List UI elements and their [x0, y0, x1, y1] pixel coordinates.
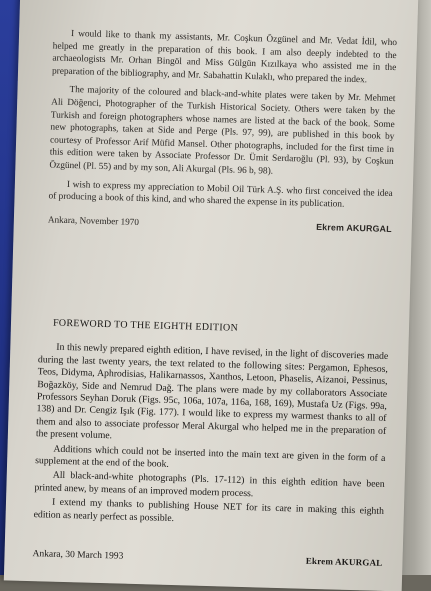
ack-place-date: Ankara, November 1970 — [47, 214, 140, 227]
ack-paragraph-3: I wish to express my appreciation to Mobil Oil Türk A.Ş. who first conceived the idea of producing a book of this kind, and who shared the expense in its publication. — [48, 179, 393, 210]
acknowledgments-section — [48, 27, 397, 235]
foreword-heading: FOREWORD TO THE EIGHTH EDITION — [52, 317, 239, 334]
foreword-paragraph-4: I extend my thanks to publishing House NET for its care in making this eighth edition as nearly perfect as possible. — [33, 496, 385, 524]
foreword-paragraph-2: Additions which could not be inserted into the main text are given in the form of a supplement at the end of the book. — [35, 443, 386, 470]
ack-signature-row — [48, 213, 392, 235]
ack-paragraph-1: I would like to thank my assistants, Mr. Coşkun Özgünel and Mr. Vedat İdil, who helped me greatly in the preparation of this book. I am also deeply indebted to the archaeologists Mr. Orhan Bingöl and Miss Gülgün Kızılkaya who assisted me in the preparation of the bibliography, and Mr. Sabahattin Kulaklı, who prepared the index. — [51, 28, 398, 86]
foreword-signature: Ekrem AKURGAL — [305, 555, 383, 568]
foreword-paragraph-1: In this newly prepared eighth edition, I have revised, in the light of discoveries made during the last twenty years, the text related to the following sites: Pergamon, Ephesos, Teos, Didyma, Aphrodisias, Halikarnassos, Xanthos, Letoon, Phaselis, Aizanoi, Pessinus, Boğazköy, Side and Nemrud Dağ. The plans were made by my collaborators Associate Professors Seyhan Doruk (Figs. 95c, 106a, 107a, 116a, 168, 169), Mustafa Uz (Figs. 99a, 138) and Dr. Cengiz Işık (Fig. 177). I would like to express my warmest thanks to all of them and also to associate professor Meral Akurgal who helped me in the preparation of the present volume. — [35, 342, 389, 442]
foreword-signature-row — [32, 547, 382, 570]
book-page — [4, 0, 418, 591]
ack-signature: Ekrem AKURGAL — [316, 221, 392, 234]
foreword-paragraph-3: All black-and-white photographs (Pls. 17-112) in this eighth edition have been printed anew, by means of an improved modern process. — [34, 470, 385, 500]
ack-paragraph-2: The majority of the coloured and black-and-white plates were taken by Mr. Mehmet Ali Döğenci, Photographer of the Turkish Historical Society. Others were taken by the Turkish and foreign photographers whose names are listed at the back of the book. Some new photographs, taken at Side and Perge (Pls. 97, 99), are published in this book by courtesy of Professor Arif Müfid Mansel. Other photographs, included for the first time in this edition were taken by Associate Professor Dr. Ümit Serdaroğlu (Pl. 93), by Coşkun Özgünel (Pl. 55) and by my son, Ali Akurgal (Pls. 96 b, 98). — [49, 85, 396, 177]
foreword-place-date: Ankara, 30 March 1993 — [32, 549, 124, 562]
foreword-section — [32, 317, 389, 570]
